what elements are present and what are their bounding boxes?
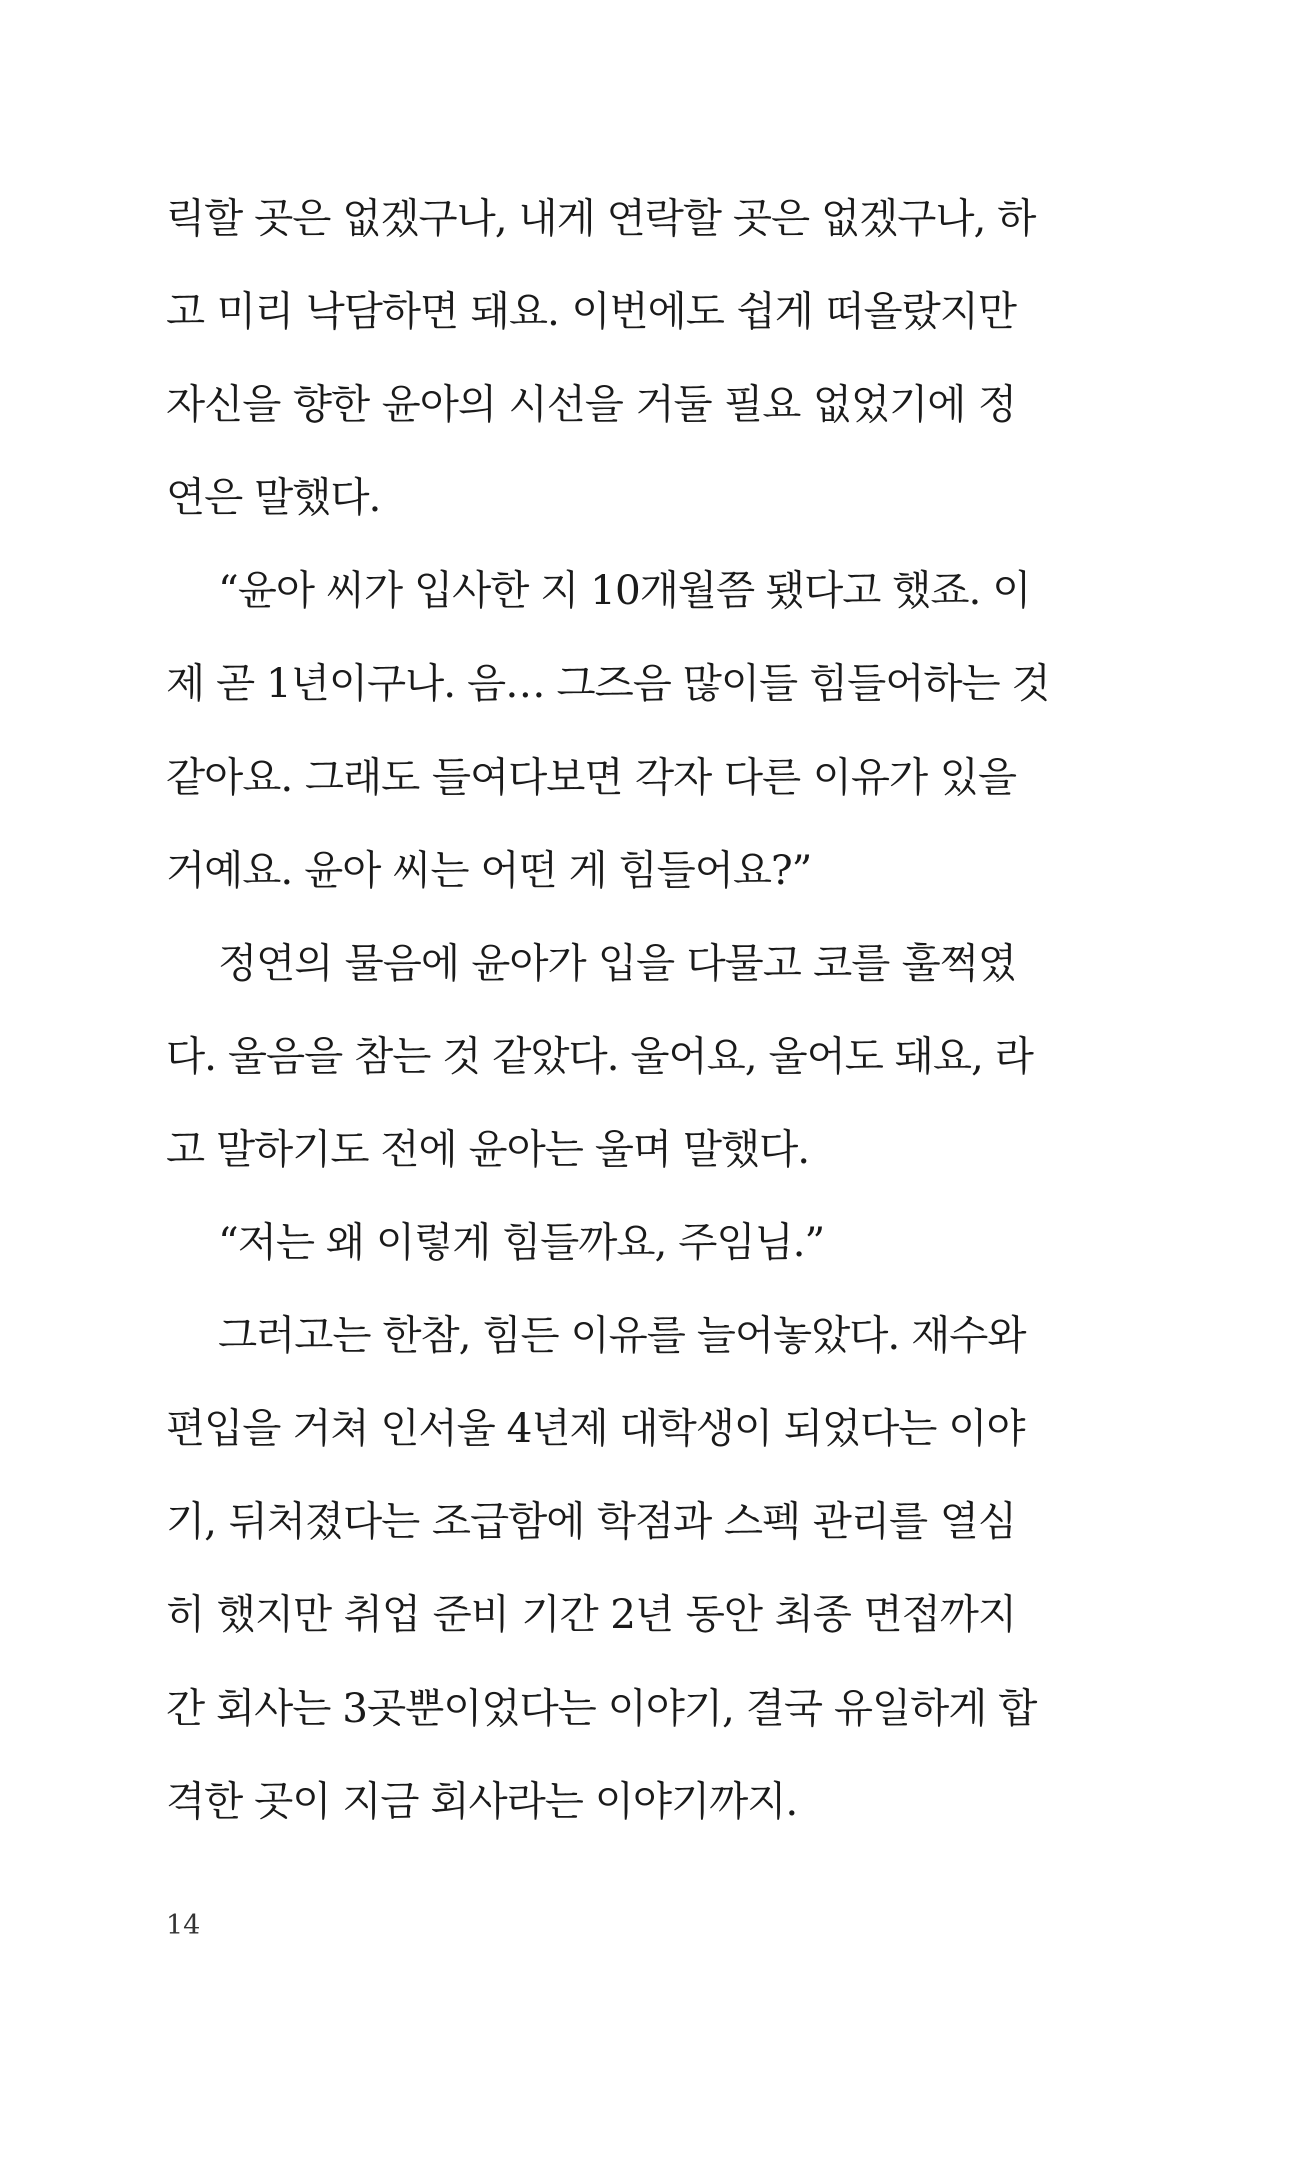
text-line: 간 회사는 3곳뿐이었다는 이야기, 결국 유일하게 합	[166, 1683, 1037, 1732]
body-text	[166, 183, 1050, 1859]
text-line: 격한 곳이 지금 회사라는 이야기까지.	[166, 1776, 798, 1825]
text-line: “저는 왜 이렇게 힘들까요, 주임님.”	[218, 1218, 825, 1267]
text-line: 자신을 향한 윤아의 시선을 거둘 필요 없었기에 정	[166, 380, 1016, 429]
text-line: 제 곧 1년이구나. 음… 그즈음 많이들 힘들어하는 것	[166, 659, 1050, 708]
text-line: 거예요. 윤아 씨는 어떤 게 힘들어요?”	[166, 845, 812, 894]
text-line: 고 미리 낙담하면 돼요. 이번에도 쉽게 떠올랐지만	[166, 287, 1016, 336]
text-line: 고 말하기도 전에 윤아는 울며 말했다.	[166, 1124, 810, 1173]
text-line: 같아요. 그래도 들여다보면 각자 다른 이유가 있을	[166, 752, 1016, 801]
text-line: “윤아 씨가 입사한 지 10개월쯤 됐다고 했죠. 이	[218, 566, 1031, 615]
text-line: 릭할 곳은 없겠구나, 내게 연락할 곳은 없겠구나, 하	[166, 194, 1036, 242]
text-line: 히 했지만 취업 준비 기간 2년 동안 최종 면접까지	[166, 1590, 1016, 1639]
page-number: 14	[166, 1910, 201, 1941]
text-line: 다. 울음을 참는 것 같았다. 울어요, 울어도 돼요, 라	[166, 1031, 1033, 1080]
text-line: 기, 뒤처졌다는 조급함에 학점과 스펙 관리를 열심	[166, 1497, 1016, 1546]
text-line: 그러고는 한참, 힘든 이유를 늘어놓았다. 재수와	[218, 1311, 1026, 1360]
text-line: 편입을 거쳐 인서울 4년제 대학생이 되었다는 이야	[166, 1404, 1025, 1453]
text-line: 연은 말했다.	[166, 473, 381, 522]
text-line: 정연의 물음에 윤아가 입을 다물고 코를 훌쩍였	[218, 938, 1016, 987]
